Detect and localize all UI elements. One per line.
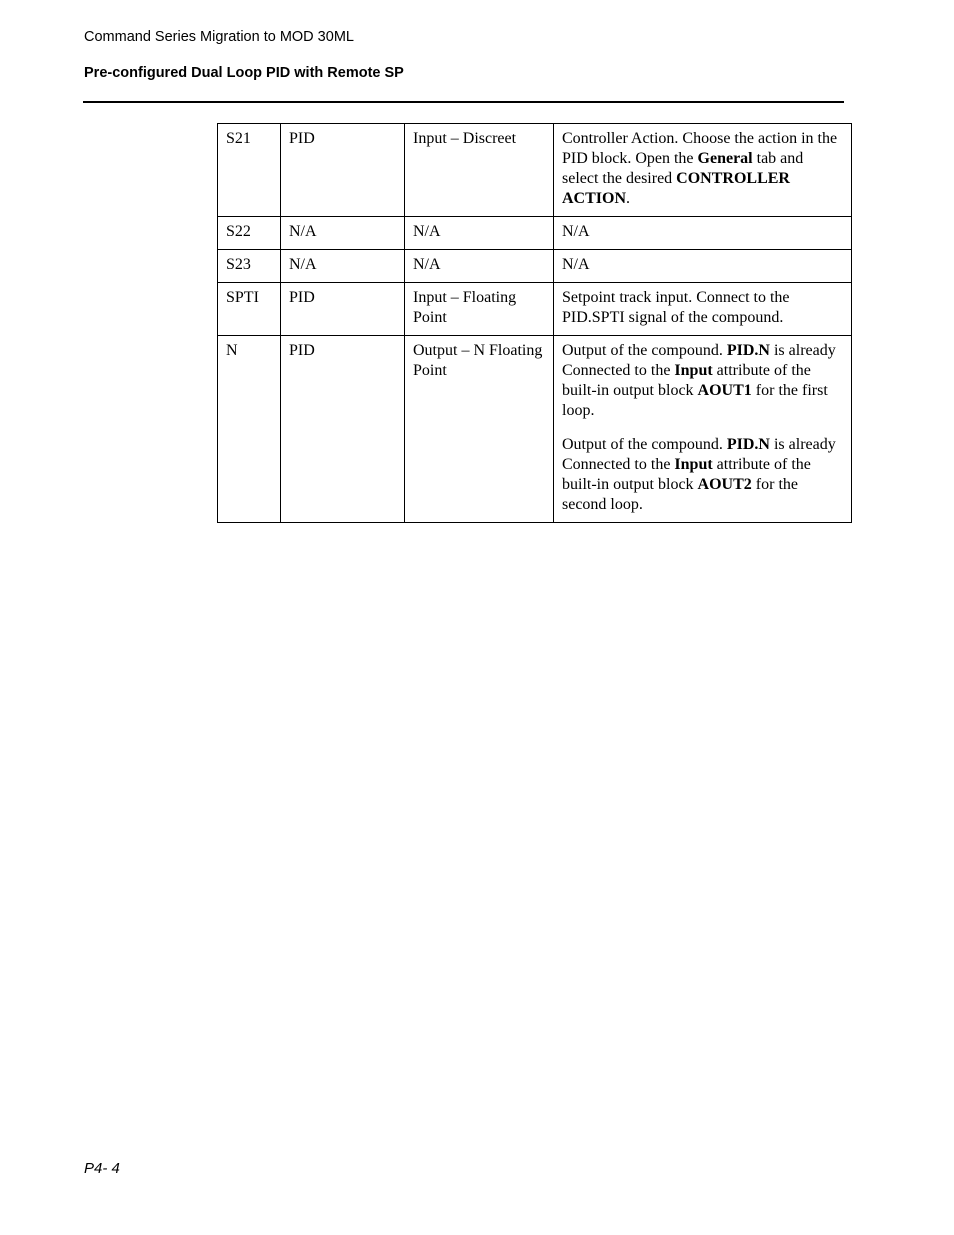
block-cell: PID [281, 336, 405, 523]
text-run: for the second loop. [562, 476, 798, 513]
bold-term: PID.N [726, 342, 770, 359]
text-run: attribute of the built-in output block [562, 456, 811, 493]
description-cell [554, 124, 852, 217]
bold-term: CONTROLLER ACTION [562, 170, 790, 207]
param-cell: S23 [218, 250, 281, 283]
bold-term: AOUT2 [697, 476, 752, 493]
text-run: Setpoint track input. Connect to the PID.SPTI signal of the compound. [562, 289, 790, 326]
text-run: . [626, 190, 631, 207]
block-cell: PID [281, 283, 405, 336]
type-cell: Output – N Floating Point [405, 336, 554, 523]
header-rule [83, 101, 844, 103]
type-cell: Input – Discreet [405, 124, 554, 217]
param-cell: N [218, 336, 281, 523]
text-run: for the first loop. [562, 382, 828, 419]
type-cell: Input – Floating Point [405, 283, 554, 336]
text-run: is already Connected to the [562, 342, 836, 379]
description-paragraph [562, 129, 843, 209]
description-cell [554, 336, 852, 523]
block-cell: N/A [281, 250, 405, 283]
text-run: N/A [562, 256, 590, 273]
description-paragraph [562, 255, 843, 275]
param-cell: S21 [218, 124, 281, 217]
description-paragraph [562, 435, 843, 515]
page-number: P4- 4 [84, 1160, 120, 1177]
table-row [218, 336, 852, 523]
text-run: N/A [562, 223, 590, 240]
block-cell: N/A [281, 217, 405, 250]
table-row [218, 250, 852, 283]
param-cell: SPTI [218, 283, 281, 336]
description-paragraph [562, 341, 843, 421]
text-run: Controller Action. Choose the action in the PID block. Open the [562, 130, 838, 167]
bold-term: Input [674, 456, 713, 473]
bold-term: PID.N [726, 436, 770, 453]
description-paragraph [562, 222, 843, 242]
text-run: attribute of the built-in output block [562, 362, 811, 399]
text-run: Output of the compound. [562, 436, 727, 453]
bold-term: General [697, 150, 753, 167]
text-run: Output of the compound. [562, 342, 727, 359]
type-cell: N/A [405, 217, 554, 250]
running-header-title: Command Series Migration to MOD 30ML [84, 29, 354, 45]
parameter-table [217, 123, 852, 523]
bold-term: AOUT1 [697, 382, 752, 399]
bold-term: Input [674, 362, 713, 379]
table-row [218, 217, 852, 250]
block-cell: PID [281, 124, 405, 217]
description-cell [554, 217, 852, 250]
description-cell [554, 283, 852, 336]
text-run: tab and select the desired [562, 150, 804, 187]
section-title: Pre-configured Dual Loop PID with Remote SP [84, 65, 404, 81]
table-row [218, 124, 852, 217]
table-row [218, 283, 852, 336]
description-paragraph [562, 288, 843, 328]
param-cell: S22 [218, 217, 281, 250]
description-cell [554, 250, 852, 283]
type-cell: N/A [405, 250, 554, 283]
text-run: is already Connected to the [562, 436, 836, 473]
